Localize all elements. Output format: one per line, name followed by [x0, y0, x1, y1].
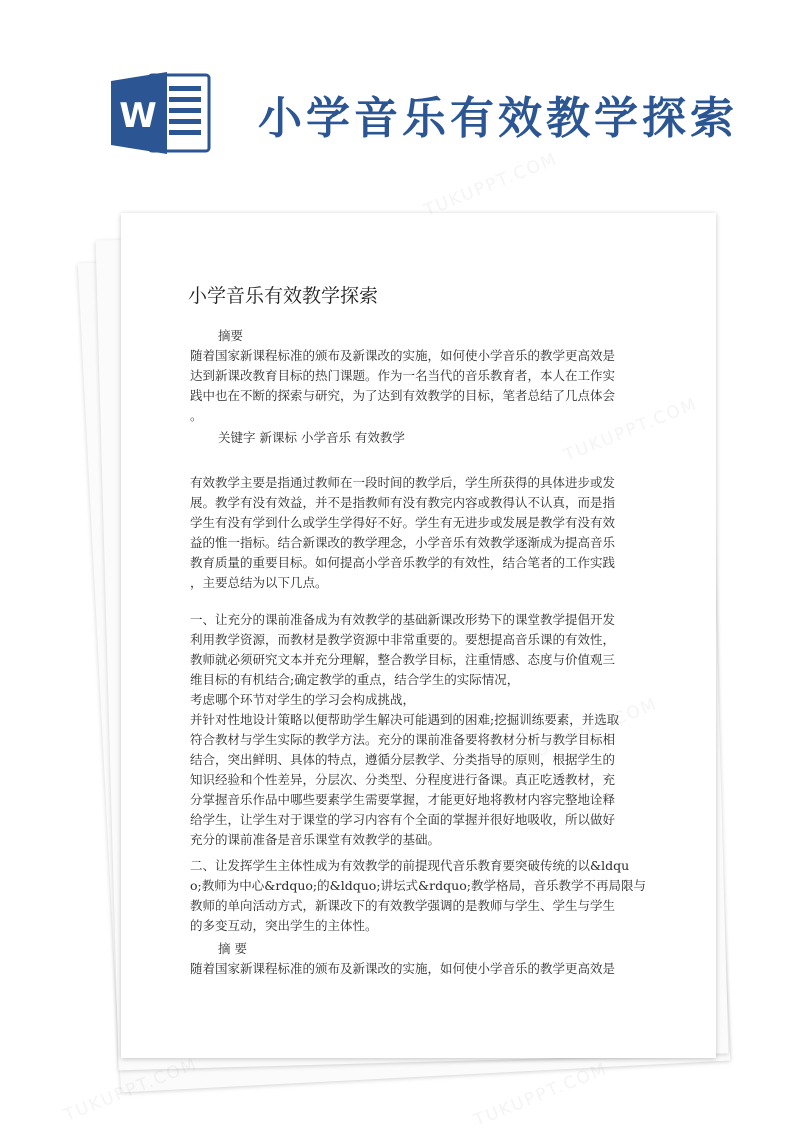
document-page	[121, 213, 716, 1058]
watermark: TUKUPPT.COM	[471, 1059, 611, 1131]
paragraph-line: 二、让发挥学生主体性成为有效教学的前提现代音乐教育要突破传统的以&ldqu	[190, 858, 630, 873]
paragraph-line: 践中也在不断的探索与研究，为了达到有效教学的目标，笔者总结了几点体会	[190, 388, 616, 403]
paragraph-line: 益的惟一指标。结合新课改的教学理念，小学音乐有效教学逐渐成为提高音乐	[190, 535, 616, 550]
paragraph-line: 符合教材与学生实际的教学方法。充分的课前准备要将教材分析与教学目标相	[190, 732, 616, 747]
paragraph-line: 一、让充分的课前准备成为有效教学的基础新课改形势下的课堂教学提倡开发	[190, 612, 616, 627]
paragraph-line: 结合，突出鲜明、具体的特点，遵循分层教学、分类指导的原则，根据学生的	[190, 752, 616, 767]
paragraph-line: 教育质量的重要目标。如何提高小学音乐教学的有效性，结合笔者的工作实践	[190, 555, 616, 570]
paragraph-line: o;教师为中心&rdquo;的&ldquo;讲坛式&rdquo;教学格局，音乐教学不再局限与	[190, 878, 646, 893]
paragraph-line: 随着国家新课程标准的颁布及新课改的实施，如何使小学音乐的教学更高效是	[190, 961, 616, 976]
section-one-paragraph	[190, 610, 660, 850]
svg-text:W: W	[119, 96, 157, 136]
paragraph-line: 利用教学资源，而教材是教学资源中非常重要的。要想提高音乐课的有效性，	[190, 632, 616, 647]
paragraph-line: 展。教学有没有效益，并不是指教师有没有教完内容或教得认不认真，而是指	[190, 495, 616, 510]
paragraph-line: ，主要总结为以下几点。	[190, 575, 328, 590]
abstract-section	[190, 326, 660, 426]
paragraph-line: 随着国家新课程标准的颁布及新课改的实施，如何使小学音乐的教学更高效是	[190, 348, 616, 363]
document-title: 小学音乐有效教学探索	[188, 285, 379, 307]
paragraph-line: 知识经验和个性差异，分层次、分类型、分程度进行备课。真正吃透教材，充	[190, 772, 616, 787]
paragraph-line: 。	[190, 408, 203, 423]
abstract-repeat-section	[190, 939, 660, 979]
paragraph-line: 并针对性地设计策略以便帮助学生解决可能遇到的困难;挖掘训练要素，并选取	[190, 712, 620, 727]
paragraph-line: 有效教学主要是指通过教师在一段时间的教学后，学生所获得的具体进步或发	[190, 475, 616, 490]
keywords-text: 关键字 新课标 小学音乐 有效教学	[218, 430, 405, 445]
paragraph-line: 给学生，让学生对于课堂的学习内容有个全面的掌握并很好地吸收，所以做好	[190, 812, 616, 827]
abstract-heading: 摘要	[218, 328, 244, 343]
paragraph-line: 教师的单向活动方式，新课改下的有效教学强调的是教师与学生、学生与学生	[190, 898, 616, 913]
paragraph-line: 充分的课前准备是音乐课堂有效教学的基础。	[190, 832, 441, 847]
section-two-paragraph	[190, 856, 660, 936]
paragraph-line: 教师就必须研究文本并充分理解，整合教学目标，注重情感、态度与价值观三	[190, 652, 616, 667]
word-document-icon	[111, 72, 211, 154]
abstract-heading: 摘 要	[218, 941, 247, 956]
paragraph-line: 达到新课改教育目标的热门课题。作为一名当代的音乐教育者，本人在工作实	[190, 368, 616, 383]
paragraph-line: 分掌握音乐作品中哪些要素学生需要掌握，才能更好地将教材内容完整地诠释	[190, 792, 616, 807]
paragraph-line: 学生有没有学到什么或学生学得好不好。学生有无进步或发展是教学有没有效	[190, 515, 616, 530]
keywords-line	[190, 428, 660, 448]
paragraph-line: 考虑哪个环节对学生的学习会构成挑战，	[190, 692, 416, 707]
paragraph-line: 的多变互动，突出学生的主体性。	[190, 918, 378, 933]
paragraph-line: 维目标的有机结合;确定教学的重点，结合学生的实际情况，	[190, 672, 520, 687]
page-title: 小学音乐有效教学探索	[258, 93, 738, 144]
intro-paragraph	[190, 473, 660, 593]
watermark: TUKUPPT.COM	[421, 149, 561, 221]
